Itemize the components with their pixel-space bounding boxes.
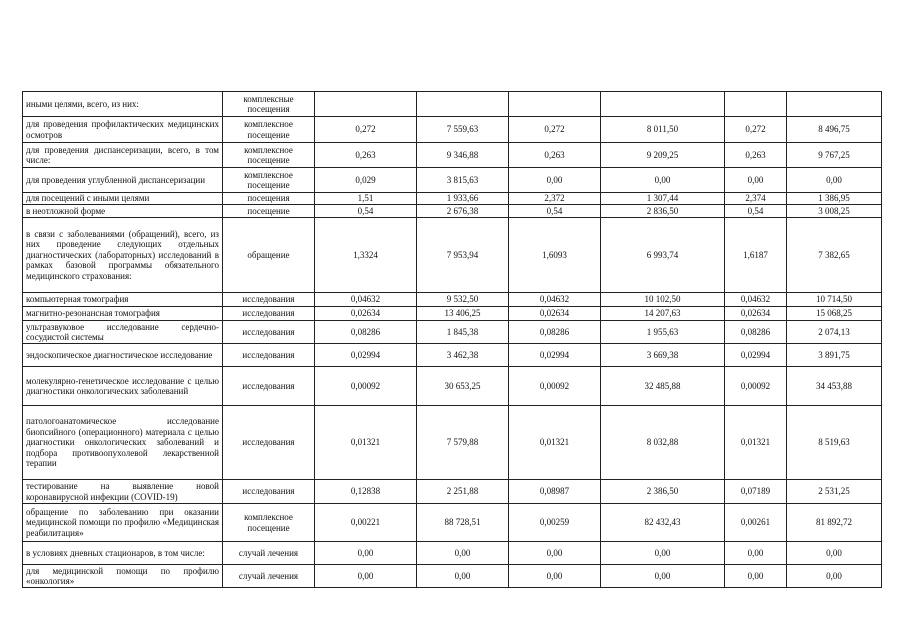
row-label: молекулярно-генетическое исследование с целью диагностики онкологических заболеваний <box>23 367 223 406</box>
value-cell: 2 531,25 <box>787 480 882 504</box>
value-cell: 8 496,75 <box>787 117 882 143</box>
value-cell: 10 102,50 <box>601 293 725 307</box>
row-label: в неотложной форме <box>23 205 223 218</box>
value-cell: 0,04632 <box>725 293 787 307</box>
unit-cell: исследования <box>223 307 315 321</box>
value-cell: 3 669,38 <box>601 344 725 367</box>
table-row <box>23 205 882 218</box>
value-cell: 15 068,25 <box>787 307 882 321</box>
unit-cell: обращение <box>223 218 315 293</box>
value-cell: 1,6093 <box>509 218 601 293</box>
unit-cell: комплексное посещение <box>223 168 315 193</box>
value-cell: 0,04632 <box>509 293 601 307</box>
row-label: тестирование на выявление новой коронавирусной инфекции (COVID-19) <box>23 480 223 504</box>
value-cell: 0,00 <box>417 542 509 565</box>
value-cell: 1,51 <box>315 193 417 205</box>
table-row <box>23 143 882 168</box>
unit-cell: комплексное посещение <box>223 117 315 143</box>
value-cell: 0,00 <box>509 168 601 193</box>
value-cell: 0,08286 <box>315 321 417 344</box>
value-cell: 0,00 <box>725 168 787 193</box>
row-label: иными целями, всего, из них: <box>23 92 223 117</box>
value-cell: 1 845,38 <box>417 321 509 344</box>
value-cell: 0,04632 <box>315 293 417 307</box>
row-label: для проведения диспансеризации, всего, в том числе: <box>23 143 223 168</box>
unit-cell: посещения <box>223 193 315 205</box>
value-cell: 7 953,94 <box>417 218 509 293</box>
row-label: в условиях дневных стационаров, в том числе: <box>23 542 223 565</box>
value-cell: 0,08987 <box>509 480 601 504</box>
value-cell: 0,00092 <box>725 367 787 406</box>
value-cell: 13 406,25 <box>417 307 509 321</box>
value-cell: 0,00092 <box>315 367 417 406</box>
value-cell: 0,00 <box>601 565 725 588</box>
row-label: патологоанатомическое исследование биопсийного (операционного) материала с целью диагностики онкологических заболеваний и подбора противоопухолевой лекарственной терапии <box>23 406 223 480</box>
unit-cell: комплексное посещение <box>223 143 315 168</box>
row-label: эндоскопическое диагностическое исследование <box>23 344 223 367</box>
unit-cell: исследования <box>223 344 315 367</box>
tariff-table <box>22 91 882 588</box>
value-cell: 32 485,88 <box>601 367 725 406</box>
value-cell: 8 011,50 <box>601 117 725 143</box>
value-cell <box>315 92 417 117</box>
unit-cell: исследования <box>223 406 315 480</box>
value-cell: 0,263 <box>509 143 601 168</box>
value-cell: 9 767,25 <box>787 143 882 168</box>
value-cell: 0,02994 <box>725 344 787 367</box>
value-cell: 0,00 <box>725 542 787 565</box>
value-cell: 0,01321 <box>725 406 787 480</box>
value-cell: 0,54 <box>725 205 787 218</box>
table-row <box>23 504 882 542</box>
unit-cell: исследования <box>223 480 315 504</box>
value-cell: 9 346,88 <box>417 143 509 168</box>
value-cell: 0,00 <box>601 168 725 193</box>
value-cell: 0,00 <box>787 542 882 565</box>
row-label: для медицинской помощи по профилю «онкология» <box>23 565 223 588</box>
value-cell: 0,00092 <box>509 367 601 406</box>
value-cell: 0,01321 <box>509 406 601 480</box>
unit-cell: случай лечения <box>223 565 315 588</box>
value-cell: 0,02994 <box>509 344 601 367</box>
unit-cell: исследования <box>223 293 315 307</box>
value-cell: 2,372 <box>509 193 601 205</box>
row-label: в связи с заболеваниями (обращений), всего, из них проведение следующих отдельных диагностических (лабораторных) исследований в рамках базовой программы обязательного медицинского страхования: <box>23 218 223 293</box>
value-cell: 7 382,65 <box>787 218 882 293</box>
value-cell: 0,00 <box>417 565 509 588</box>
table-row <box>23 542 882 565</box>
value-cell: 3 815,63 <box>417 168 509 193</box>
value-cell: 0,12838 <box>315 480 417 504</box>
value-cell: 0,02634 <box>509 307 601 321</box>
value-cell: 81 892,72 <box>787 504 882 542</box>
value-cell: 88 728,51 <box>417 504 509 542</box>
value-cell: 2 386,50 <box>601 480 725 504</box>
value-cell: 0,00261 <box>725 504 787 542</box>
value-cell: 34 453,88 <box>787 367 882 406</box>
row-label: ультразвуковое исследование сердечно-сосудистой системы <box>23 321 223 344</box>
value-cell: 0,00 <box>509 542 601 565</box>
table-row <box>23 168 882 193</box>
unit-cell: случай лечения <box>223 542 315 565</box>
value-cell: 1 933,66 <box>417 193 509 205</box>
value-cell: 3 008,25 <box>787 205 882 218</box>
value-cell: 14 207,63 <box>601 307 725 321</box>
value-cell: 0,00 <box>787 168 882 193</box>
value-cell: 0,00 <box>509 565 601 588</box>
unit-cell: комплексное посещение <box>223 504 315 542</box>
row-label: для проведения углубленной диспансеризации <box>23 168 223 193</box>
value-cell: 0,02634 <box>315 307 417 321</box>
value-cell: 0,00 <box>601 542 725 565</box>
table-row <box>23 193 882 205</box>
value-cell: 0,272 <box>509 117 601 143</box>
value-cell: 0,54 <box>315 205 417 218</box>
unit-cell: исследования <box>223 321 315 344</box>
table-row <box>23 480 882 504</box>
unit-cell: посещение <box>223 205 315 218</box>
value-cell: 0,07189 <box>725 480 787 504</box>
table-row <box>23 293 882 307</box>
value-cell <box>509 92 601 117</box>
value-cell: 0,00 <box>787 565 882 588</box>
value-cell: 82 432,43 <box>601 504 725 542</box>
value-cell <box>725 92 787 117</box>
value-cell: 0,263 <box>315 143 417 168</box>
value-cell: 9 209,25 <box>601 143 725 168</box>
value-cell: 10 714,50 <box>787 293 882 307</box>
row-label: магнитно-резонансная томография <box>23 307 223 321</box>
value-cell: 0,00221 <box>315 504 417 542</box>
value-cell: 3 891,75 <box>787 344 882 367</box>
value-cell: 0,02634 <box>725 307 787 321</box>
value-cell: 0,263 <box>725 143 787 168</box>
row-label: для посещений с иными целями <box>23 193 223 205</box>
value-cell: 2 251,88 <box>417 480 509 504</box>
value-cell <box>417 92 509 117</box>
value-cell: 0,02994 <box>315 344 417 367</box>
value-cell: 2 074,13 <box>787 321 882 344</box>
table-row <box>23 344 882 367</box>
value-cell: 2,374 <box>725 193 787 205</box>
value-cell: 0,00259 <box>509 504 601 542</box>
unit-cell: комплексные посещения <box>223 92 315 117</box>
row-label: для проведения профилактических медицинских осмотров <box>23 117 223 143</box>
value-cell: 1 307,44 <box>601 193 725 205</box>
value-cell: 0,54 <box>509 205 601 218</box>
table-row <box>23 92 882 117</box>
table-row <box>23 307 882 321</box>
value-cell: 2 676,38 <box>417 205 509 218</box>
value-cell: 1,6187 <box>725 218 787 293</box>
table-row <box>23 406 882 480</box>
value-cell: 2 836,50 <box>601 205 725 218</box>
value-cell: 0,00 <box>315 542 417 565</box>
value-cell: 9 532,50 <box>417 293 509 307</box>
value-cell: 7 579,88 <box>417 406 509 480</box>
value-cell: 1 386,95 <box>787 193 882 205</box>
value-cell: 0,029 <box>315 168 417 193</box>
value-cell: 30 653,25 <box>417 367 509 406</box>
table-row <box>23 367 882 406</box>
unit-cell: исследования <box>223 367 315 406</box>
value-cell <box>601 92 725 117</box>
value-cell: 0,08286 <box>725 321 787 344</box>
value-cell: 0,08286 <box>509 321 601 344</box>
table-row <box>23 117 882 143</box>
value-cell: 0,272 <box>725 117 787 143</box>
value-cell: 3 462,38 <box>417 344 509 367</box>
value-cell: 0,272 <box>315 117 417 143</box>
row-label: обращение по заболеванию при оказании медицинской помощи по профилю «Медицинская реабилитация» <box>23 504 223 542</box>
value-cell: 7 559,63 <box>417 117 509 143</box>
value-cell: 6 993,74 <box>601 218 725 293</box>
table-row <box>23 321 882 344</box>
value-cell: 1 955,63 <box>601 321 725 344</box>
value-cell <box>787 92 882 117</box>
value-cell: 8 519,63 <box>787 406 882 480</box>
value-cell: 0,00 <box>725 565 787 588</box>
table-row <box>23 218 882 293</box>
value-cell: 0,00 <box>315 565 417 588</box>
value-cell: 8 032,88 <box>601 406 725 480</box>
row-label: компьютерная томография <box>23 293 223 307</box>
table-row <box>23 565 882 588</box>
value-cell: 1,3324 <box>315 218 417 293</box>
value-cell: 0,01321 <box>315 406 417 480</box>
